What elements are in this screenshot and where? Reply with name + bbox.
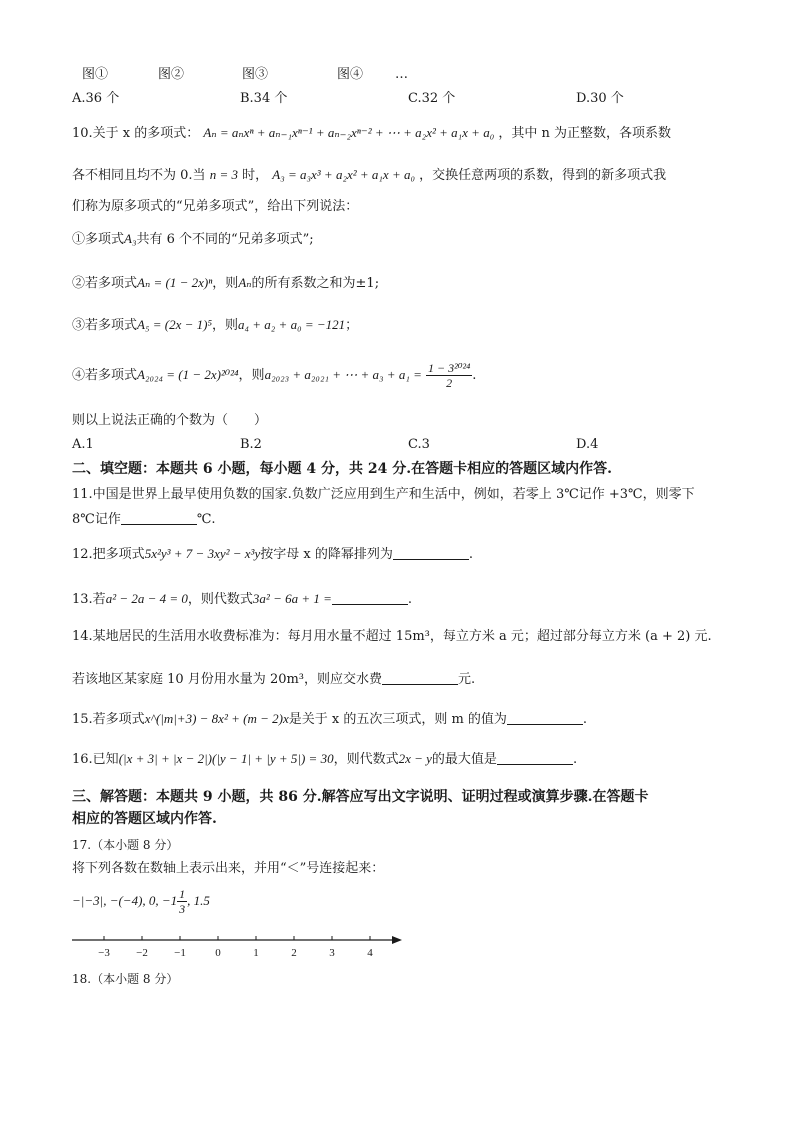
- q17-numbers: [72, 886, 210, 917]
- q18-title: 18.（本小题 8 分）: [72, 972, 179, 986]
- math: x^(|m|+3) − 8x² + (m − 2)x: [144, 711, 289, 726]
- math: A₃: [124, 231, 137, 246]
- number-line-tick-label: −3: [98, 947, 110, 959]
- q10-option-d: D.4: [576, 437, 599, 452]
- text: 元.: [458, 672, 476, 687]
- text: ，则: [212, 276, 239, 291]
- text: 的所有系数之和为±1;: [251, 276, 380, 291]
- math: , 1.5: [187, 893, 210, 908]
- text: ，则代数式: [333, 752, 399, 767]
- math: Aₙ: [238, 275, 252, 290]
- text: ④若多项式: [72, 368, 138, 383]
- text: 按字母 x 的降幂排列为: [260, 547, 393, 562]
- q17-title: 17.（本小题 8 分）: [72, 838, 179, 852]
- section-3-heading-line-2: 相应的答题区域内作答.: [72, 811, 217, 827]
- text: ℃.: [196, 512, 216, 527]
- math: A₂₀₂₄ = (1 − 2x)²⁰²⁴: [137, 367, 239, 382]
- q10-cubic: A₃ = a₃x³ + a₂x² + a₁x + a₀: [272, 167, 415, 182]
- number-line-tick-label: −2: [136, 947, 148, 959]
- text: 12.把多项式: [72, 547, 145, 562]
- answer-blank[interactable]: [497, 750, 573, 765]
- text: ①多项式: [72, 232, 125, 247]
- math: a₂₀₂₃ + a₂₀₂₁ + ⋯ + a₃ + a₁ =: [264, 367, 422, 382]
- section-2-heading: 二、填空题：本题共 6 小题，每小题 4 分，共 24 分.在答题卡相应的答题区域内作答.: [72, 461, 612, 477]
- math: 3a² − 6a + 1 =: [252, 591, 332, 606]
- q9-option-d: D.30 个: [576, 91, 624, 106]
- text: 共有 6 个不同的“兄弟多项式”;: [136, 232, 314, 247]
- q9-options: [72, 90, 722, 108]
- answer-blank[interactable]: [382, 670, 458, 685]
- q9-option-c: C.32 个: [408, 91, 456, 106]
- q10-option-b: B.2: [240, 437, 262, 452]
- figure-label-4: 图④: [337, 67, 364, 82]
- fraction: [177, 887, 187, 916]
- text: ；: [345, 318, 359, 333]
- answer-blank[interactable]: [393, 545, 469, 560]
- q10-line-3: 们称为原多项式的“兄弟多项式”，给出下列说法：: [72, 199, 359, 214]
- q10-text: ，交换任意两项的系数，得到的新多项式我: [419, 168, 667, 183]
- q10-ask: 则以上说法正确的个数为（ ）: [72, 413, 268, 428]
- q14-line-1: 14.某地居民的生活用水收费标准为：每月用水量不超过 15m³，每立方米 a 元；超过部分每立方米 (a + 2) 元.: [72, 629, 712, 644]
- figure-label-1: 图①: [82, 67, 109, 82]
- figure-label-ellipsis: …: [395, 67, 408, 82]
- math: a² − 2a − 4 = 0: [105, 591, 188, 606]
- q14-line-2: [72, 670, 475, 689]
- text: .: [582, 712, 588, 727]
- q9-option-a: A.36 个: [72, 91, 120, 106]
- text: 13.若: [72, 592, 106, 607]
- text: ③若多项式: [72, 318, 138, 333]
- q10-condition: ，其中 n 为正整数，各项系数: [498, 126, 671, 141]
- text: ，则: [238, 368, 265, 383]
- fraction-denominator: 2: [446, 376, 453, 390]
- q10-line-1: [72, 124, 671, 143]
- math: a₄ + a₂ + a₀ = −121: [237, 317, 346, 332]
- number-line-tick-label: 2: [291, 947, 297, 959]
- q15: [72, 710, 587, 729]
- text: .: [472, 368, 477, 383]
- fraction-numerator: 1 − 3²⁰²⁴: [428, 361, 471, 375]
- math: −|−3|, −(−4), 0, −1: [72, 893, 178, 908]
- q10-options: [72, 436, 722, 454]
- section-3-heading-line-1: 三、解答题：本题共 9 小题，共 86 分.解答应写出文字说明、证明过程或演算步骤.在答题卡: [72, 789, 649, 805]
- text: ，则代数式: [187, 592, 253, 607]
- math: Aₙ = (1 − 2x)ⁿ: [137, 275, 213, 290]
- q10-statement-2: [72, 274, 379, 293]
- text: .: [572, 752, 578, 767]
- number-line-tick-label: 4: [367, 947, 373, 959]
- q10-text: 时，: [242, 168, 269, 183]
- q10-polynomial: Aₙ = aₙxⁿ + aₙ₋₁xⁿ⁻¹ + aₙ₋₂xⁿ⁻² + ⋯ + a₂x² + a₁x + a₀: [203, 125, 495, 140]
- q10-intro: 10.关于 x 的多项式：: [72, 126, 200, 141]
- figure-labels: [82, 66, 422, 84]
- q10-statement-4: [72, 360, 476, 391]
- q16: [72, 750, 577, 769]
- q10-option-a: A.1: [72, 437, 94, 452]
- q12: [72, 545, 473, 564]
- text: 的最大值是: [431, 752, 497, 767]
- q10-statement-1: [72, 230, 314, 249]
- text: .: [468, 547, 473, 562]
- figure-label-2: 图②: [158, 67, 185, 82]
- text: ②若多项式: [72, 276, 138, 291]
- number-line-tick-label: −1: [174, 947, 186, 959]
- number-line-arrow: [392, 936, 402, 944]
- number-line-tick-label: 0: [215, 947, 221, 959]
- q13: [72, 590, 412, 609]
- text: 8℃记作: [72, 512, 121, 527]
- fraction: [426, 361, 472, 390]
- figure-label-3: 图③: [242, 67, 269, 82]
- text: 15.若多项式: [72, 712, 145, 727]
- math: 2x − y: [398, 751, 432, 766]
- q9-option-b: B.34 个: [240, 91, 288, 106]
- math: 5x²y³ + 7 − 3xy² − x³y: [144, 546, 261, 561]
- answer-blank[interactable]: [332, 590, 408, 605]
- q10-option-c: C.3: [408, 437, 430, 452]
- text: 是关于 x 的五次三项式，则 m 的值为: [288, 712, 507, 727]
- q10-line-2: [72, 166, 666, 185]
- text: 若该地区某家庭 10 月份用水量为 20m³，则应交水费: [72, 672, 383, 687]
- math: (|x + 3| + |x − 2|)(|y − 1| + |y + 5|) = 30: [118, 751, 334, 766]
- q10-text: 各不相同且均不为 0.当: [72, 168, 206, 183]
- fraction-denominator: 3: [179, 902, 186, 916]
- q10-n-value: n = 3: [209, 167, 238, 182]
- number-line: [68, 930, 408, 966]
- q17-text: 将下列各数在数轴上表示出来，并用“＜”号连接起来：: [72, 861, 385, 876]
- text: 16.已知: [72, 752, 119, 767]
- text: .: [407, 592, 413, 607]
- q11-line-1: 11.中国是世界上最早使用负数的国家.负数广泛应用到生产和生活中，例如，若零上 3℃记作 +3℃，则零下: [72, 487, 695, 502]
- math: A₅ = (2x − 1)⁵: [137, 317, 212, 332]
- text: ，则: [211, 318, 238, 333]
- q11-line-2: [72, 510, 216, 529]
- fraction-numerator: 1: [179, 887, 186, 901]
- q10-statement-3: [72, 316, 358, 335]
- number-line-tick-label: 1: [253, 947, 259, 959]
- answer-blank[interactable]: [121, 510, 197, 525]
- number-line-tick-label: 3: [329, 947, 335, 959]
- answer-blank[interactable]: [507, 710, 583, 725]
